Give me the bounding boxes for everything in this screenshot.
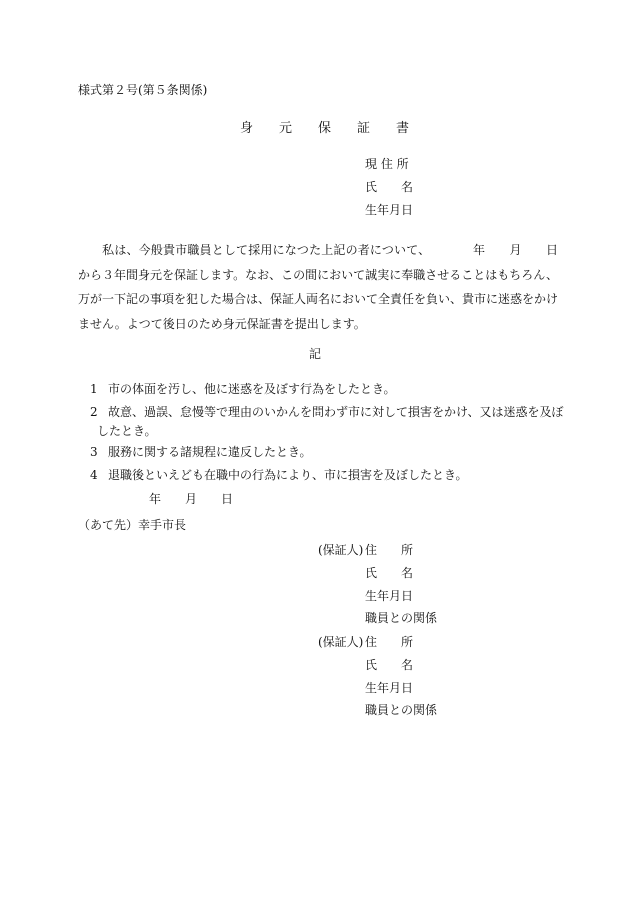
item-text: 故意、過誤、怠慢等で理由のいかんを問わず市に対して損害をかけ、又は迷惑を及ぼ <box>108 405 564 419</box>
guarantor-relation-label: 職員との関係 <box>365 611 438 625</box>
item-number: 3 <box>90 445 98 459</box>
item-text: 服務に関する諸規程に違反したとき。 <box>108 445 312 459</box>
body-paragraph-text: 私は、今般貴市職員として採用になつた上記の者について、 年 月 日から３年間身元を保証します。なお、この間において誠実に奉職させることはもちろん、万が一下記の事項を犯した場合は、保証人両名において全責任を負い、貴市に迷惑をかけません。よつて後日のため身元保証書を提出します。 <box>78 243 559 331</box>
guarantor-birthdate-label: 生年月日 <box>365 589 414 603</box>
form-number: 様式第２号(第５条関係) <box>78 83 208 97</box>
item-text: 市の体面を汚し、他に迷惑を及ぼす行為をしたとき。 <box>108 382 396 396</box>
body-paragraph <box>78 238 558 336</box>
guarantor-name-label: 氏 名 <box>365 566 414 580</box>
date-line: 年 月 日 <box>149 492 234 506</box>
item-text: 退職後といえども在職中の行為により、市に損害を及ぼしたとき。 <box>108 468 468 482</box>
item-number: 4 <box>90 468 98 482</box>
guarantor-birthdate-label: 生年月日 <box>365 681 414 695</box>
guarantor-address-label: 住 所 <box>365 635 414 649</box>
item-text-continued: したとき。 <box>97 424 157 438</box>
subject-address-label: 現 住 所 <box>365 157 409 171</box>
guarantor-relation-label: 職員との関係 <box>365 703 438 717</box>
ki-heading: 記 <box>309 347 322 361</box>
item-number: 2 <box>90 405 98 419</box>
document-title: 身 元 保 証 書 <box>240 121 410 136</box>
addressee: （あて先）幸手市長 <box>78 518 187 532</box>
subject-birthdate-label: 生年月日 <box>365 203 414 217</box>
item-number: 1 <box>90 382 98 396</box>
guarantor-name-label: 氏 名 <box>365 658 414 672</box>
subject-name-label: 氏 名 <box>365 180 414 194</box>
guarantor-address-label: 住 所 <box>365 543 414 557</box>
guarantor-label: (保証人) <box>318 543 364 557</box>
guarantor-label: (保証人) <box>318 635 364 649</box>
